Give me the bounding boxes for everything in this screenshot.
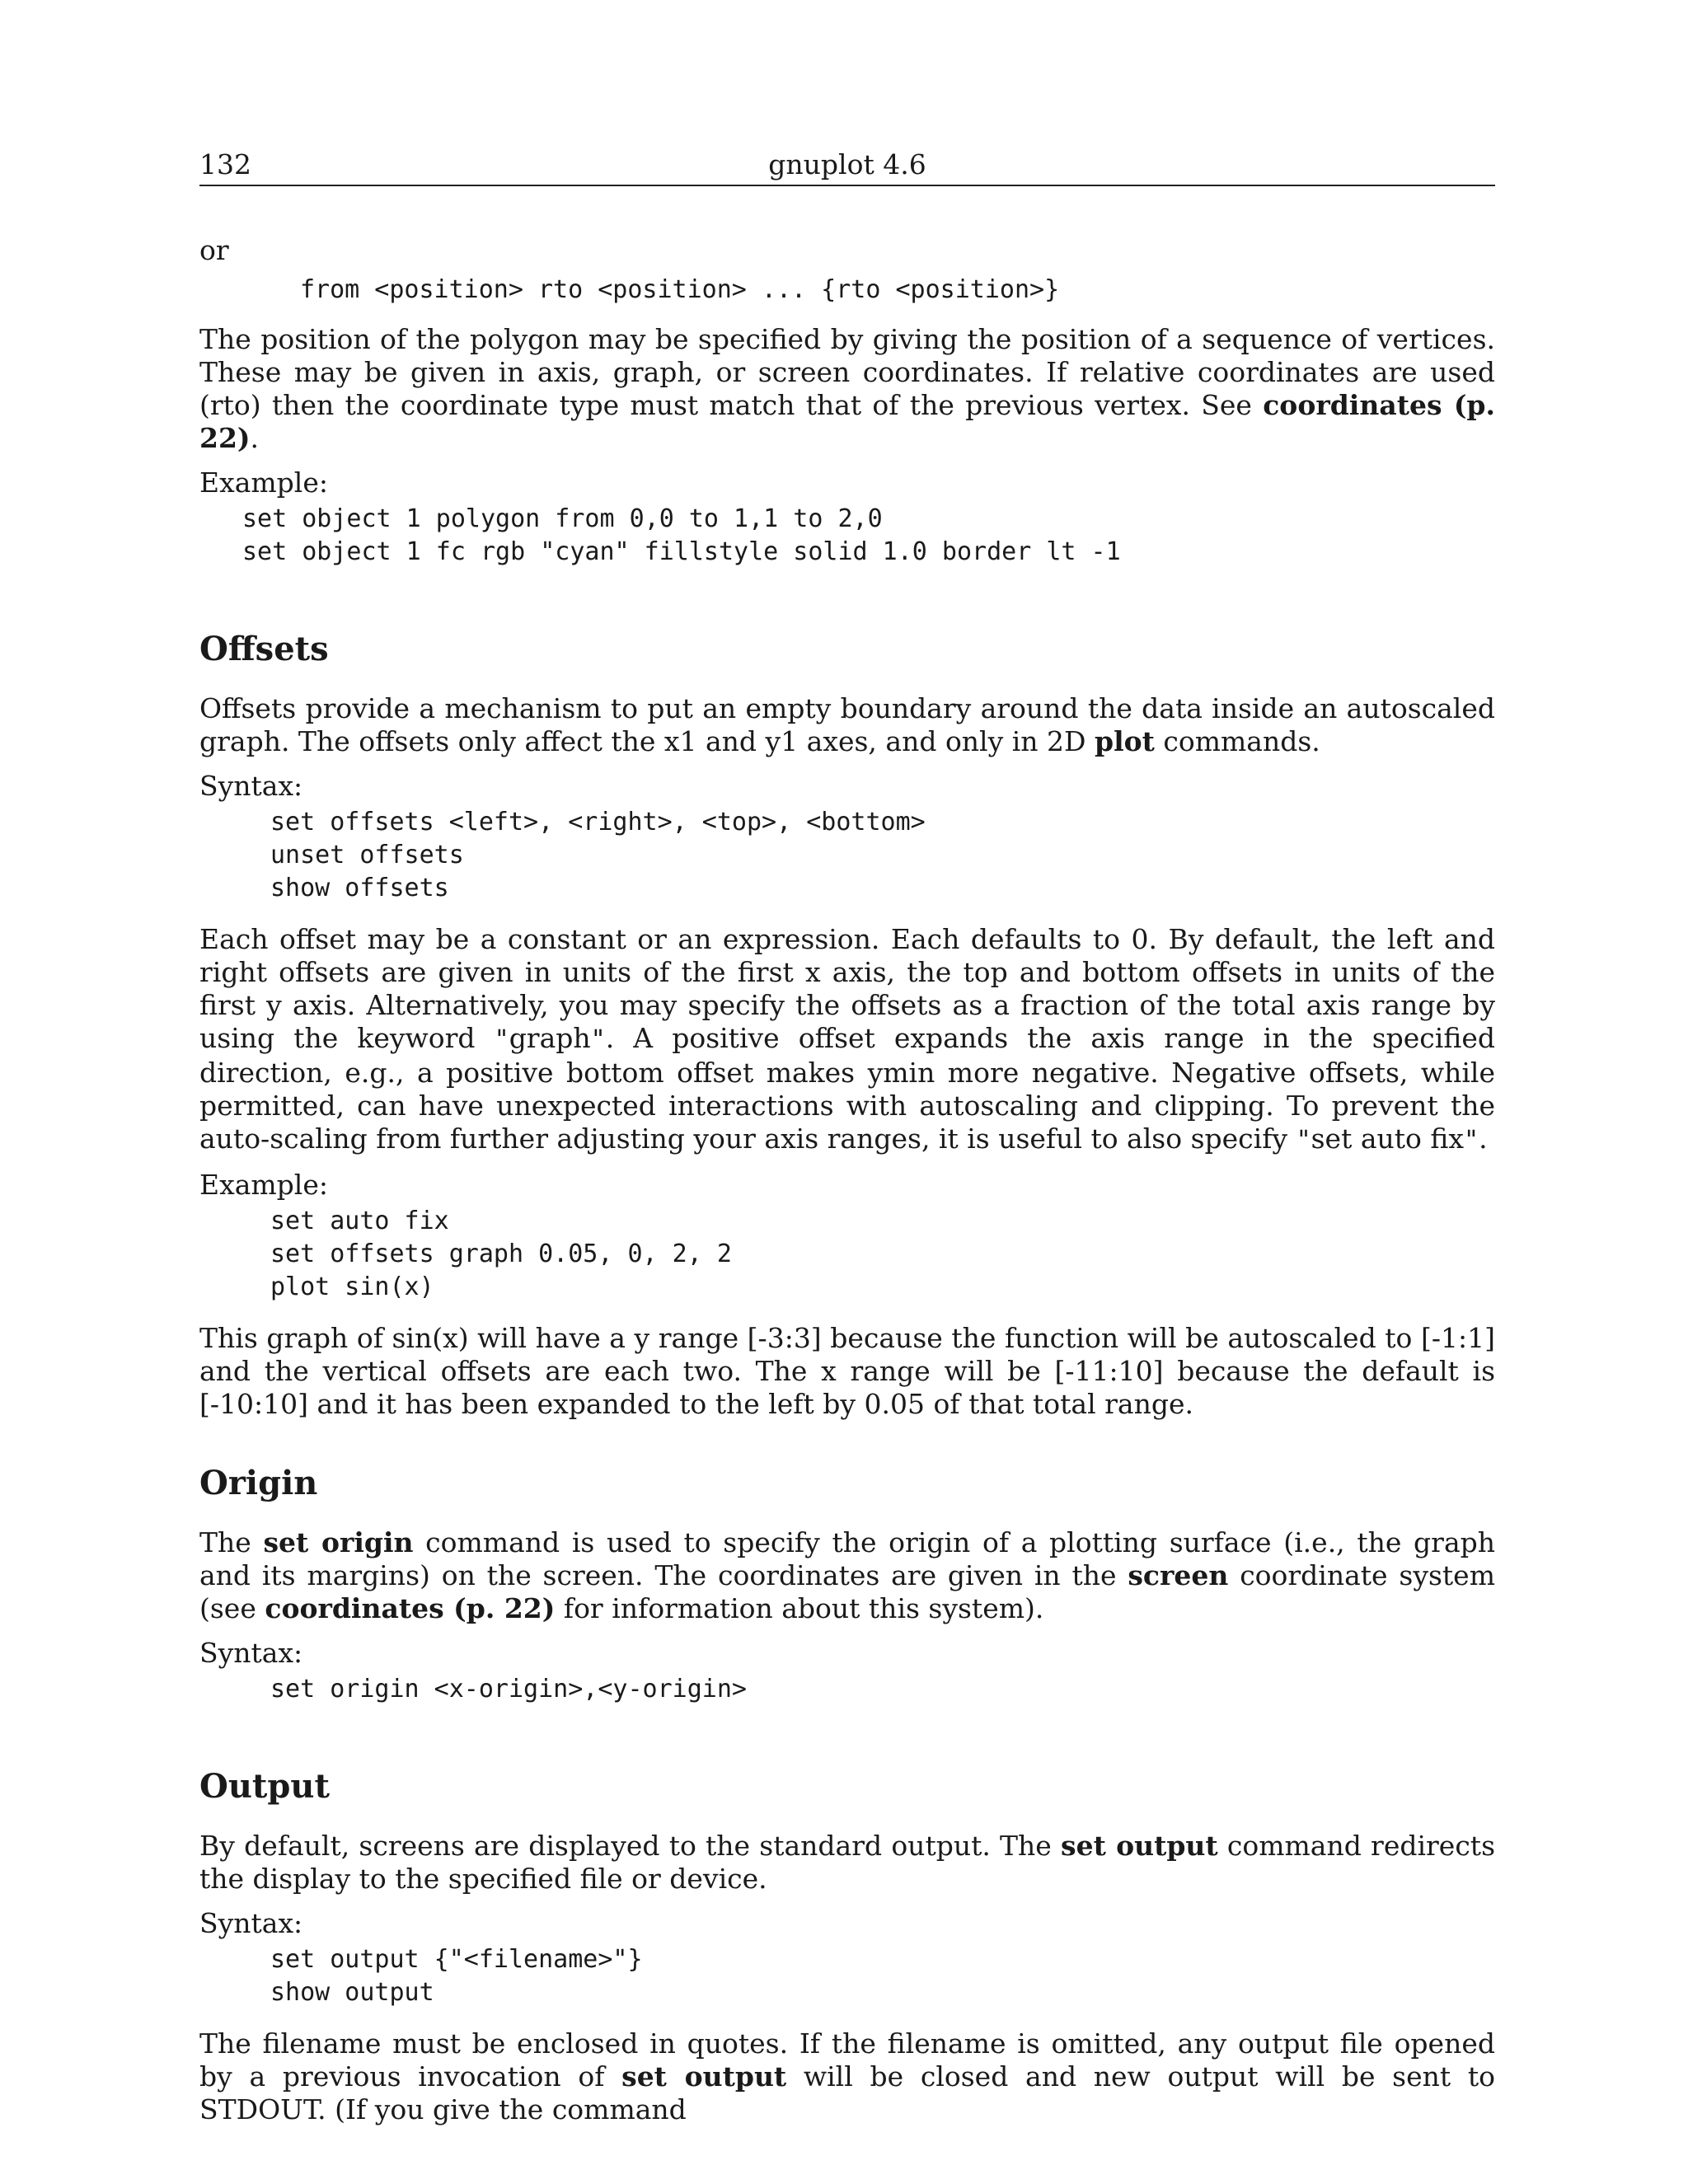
origin-paragraph [199, 1526, 1495, 1625]
offsets-detail-paragraph [199, 923, 1495, 1157]
set-output-keyword-2: set output [621, 2060, 787, 2093]
output-filename-text: The filename must be enclosed in quotes. If the filename is omitted, any output file opened by a previous invocation of [199, 2027, 1495, 2093]
output-intro-end: command redirects the display to the specified file or device. [199, 1830, 1496, 1895]
quote-close: " [590, 1025, 606, 1054]
output-intro-text: By default, screens are displayed to the standard output. The [199, 1830, 1062, 1862]
output-filename-paragraph [199, 2027, 1495, 2126]
polygon-position-text: The position of the polygon may be specified by giving the position of a sequence of vertices. These may be given in axis, graph, or screen coordinates. If relative coordinates are used (rto) then the coordinate type must match that of the previous vertex. See [199, 323, 1495, 421]
page-content [199, 148, 1495, 2126]
set-output-keyword: set output [1061, 1830, 1218, 1862]
screen-keyword: screen [1128, 1559, 1229, 1591]
origin-text-b: command is used to specify the origin of a plotting surface (i.e., the graph and its margins) on the screen. The coordinates are given in the [199, 1526, 1496, 1591]
offsets-intro-paragraph [199, 692, 1495, 758]
polygon-example-code: set object 1 polygon from 0,0 to 1,1 to 2,0 set object 1 fc rgb "cyan" fillstyle solid 1.0 border lt -1 [242, 504, 1121, 566]
page-number: 132 [199, 148, 251, 180]
output-syntax-code: set output {"<filename>"} show output [270, 1945, 643, 2007]
offsets-intro-text: Offsets provide a mechanism to put an empty boundary around the data inside an autoscaled graph. The offsets only affect the x1 and y1 axes, and only in 2D [199, 692, 1495, 757]
origin-coordinates-ref: coordinates (p. 22) [265, 1592, 556, 1624]
or-text: or [199, 234, 229, 266]
running-title: gnuplot 4.6 [768, 148, 926, 180]
quote-open-2: " [1296, 1126, 1311, 1155]
polygon-position-paragraph [199, 323, 1495, 455]
offsets-syntax-code: set offsets <left>, <right>, <top>, <bottom> unset offsets show offsets [270, 808, 926, 902]
origin-text-c: coordinate system (see [199, 1559, 1495, 1624]
output-heading: Output [199, 1767, 330, 1806]
offsets-syntax-label: Syntax: [199, 770, 303, 802]
offsets-heading: Offsets [199, 630, 329, 668]
sin-range-paragraph: This graph of sin(x) will have a y range [-3:3] because the function will be autoscaled to [-1:1] and the vertical offsets are each two. The x range will be [-11:10] because the default is [-10:10] and it has been expanded to the left by 0.05 of that total range. [199, 1322, 1495, 1420]
offsets-detail-text-2: . A positive offset expands the axis range in the specified direction, e.g., a positive bottom offset makes ymin more negative. Negative offsets, while permitted, can have unexpected interactions with autoscaling and clipping. To prevent the auto-scaling from further adjusting your axis ranges, it is useful to also specify [199, 1022, 1495, 1155]
set-auto-fix-text: set auto fix [1311, 1122, 1465, 1155]
from-rto-code: from <position> rto <position> ... {rto <position>} [300, 275, 1060, 304]
origin-syntax-label: Syntax: [199, 1637, 303, 1669]
polygon-example-label: Example: [199, 466, 328, 499]
offsets-intro-end: commands. [1154, 725, 1320, 757]
offsets-detail-end: . [1479, 1122, 1488, 1155]
running-header [199, 148, 1495, 186]
plot-keyword: plot [1095, 725, 1155, 757]
origin-heading: Origin [199, 1464, 318, 1502]
origin-text-d: for information about this system). [555, 1592, 1044, 1624]
set-origin-keyword: set origin [263, 1526, 414, 1558]
polygon-position-end: . [250, 422, 260, 454]
offsets-example-label: Example: [199, 1169, 328, 1201]
quote-open: " [494, 1025, 509, 1054]
offsets-detail-text: Each offset may be a constant or an expression. Each defaults to 0. By default, the left and right offsets are given in units of the first x axis, the top and bottom offsets in units of the first y axis. Alternatively, you may specify the offsets as a fraction of the total axis range by using the keyword [199, 923, 1495, 1054]
coordinates-ref: coordinates (p. 22) [199, 389, 1495, 454]
output-syntax-label: Syntax: [199, 1907, 303, 1939]
graph-keyword: graph [509, 1022, 591, 1054]
output-filename-end: will be closed and new output will be sent to STDOUT. (If you give the command [199, 2060, 1495, 2125]
origin-text-a: The [199, 1526, 264, 1558]
output-intro-paragraph [199, 1830, 1495, 1896]
origin-syntax-code: set origin <x-origin>,<y-origin> [270, 1675, 747, 1704]
offsets-example-code: set auto fix set offsets graph 0.05, 0, 2, 2 plot sin(x) [270, 1207, 732, 1301]
quote-close-2: " [1464, 1126, 1479, 1155]
